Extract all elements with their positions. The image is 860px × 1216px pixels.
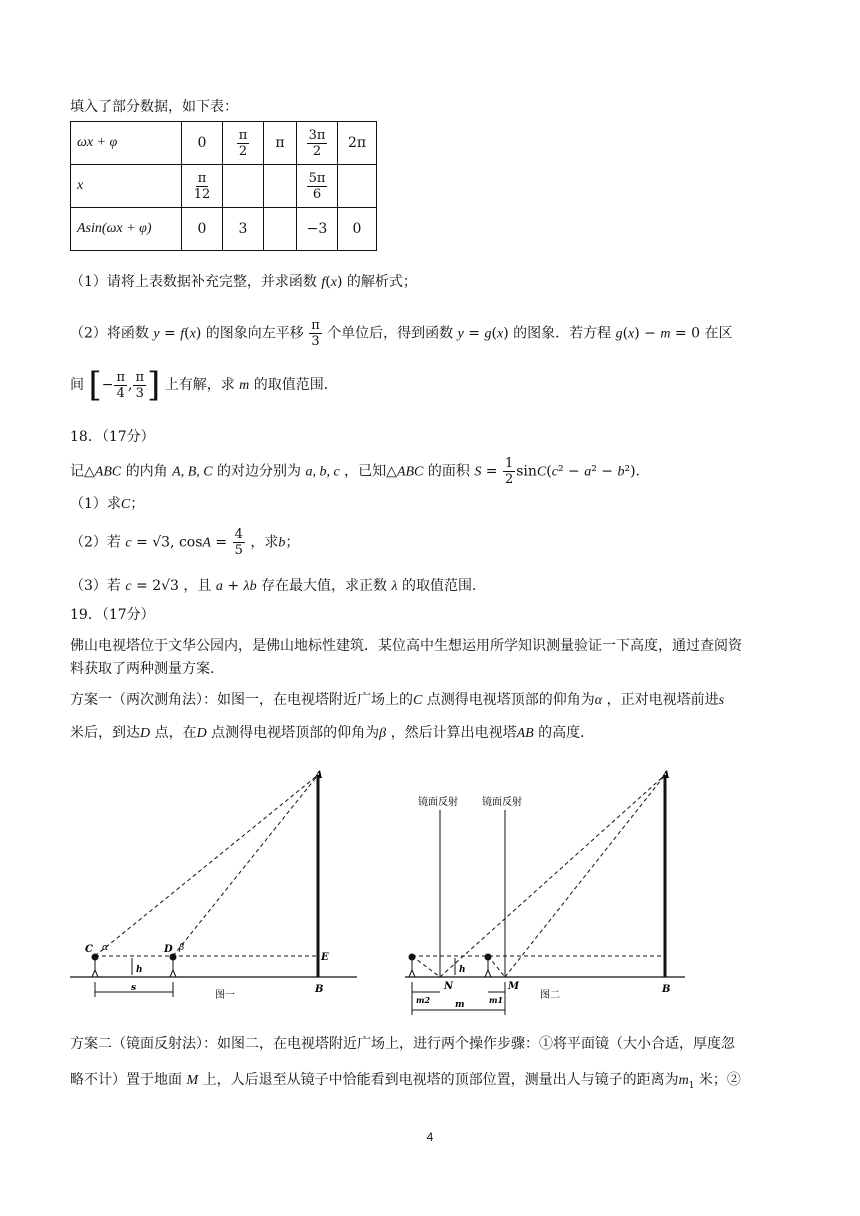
table-row	[71, 122, 377, 165]
label-h: h	[136, 965, 143, 975]
table-cell: π	[264, 122, 297, 165]
table-cell: −3	[297, 208, 338, 251]
text: （3）若	[70, 578, 121, 594]
figure-two-caption: 图二	[540, 990, 560, 1001]
table-row	[71, 165, 377, 208]
text: 的取值范围．	[253, 377, 338, 393]
table-cell	[223, 165, 264, 208]
intro-text: 填入了部分数据，如下表：	[70, 99, 238, 115]
q19-plan1-cont: 米后，到达D 点，在D 点测得电视塔顶部的仰角为β ，然后计算出电视塔AB 的高度．	[70, 725, 595, 741]
label-M: M	[508, 981, 520, 992]
text: 点测得电视塔顶部的仰角为	[211, 725, 380, 741]
label-alpha: α	[102, 943, 109, 953]
label-B: B	[315, 984, 324, 995]
table-cell: 0	[182, 122, 223, 165]
q17-part2-cont: 间 [ − $\frac{\pi}{4}$ , $\frac{\pi}{3}$ ] 上有解，求 m 的取值范围．	[70, 365, 338, 405]
text: 在区	[704, 325, 733, 342]
text: ，且	[183, 578, 212, 594]
q18-stem: 记△ABC 的内角 A, B, C 的对边分别为 a, b, c ，已知△ABC 的面积 S = $\frac{1}{2}$ sinC(c² − a² − b²).	[70, 456, 640, 487]
text: （1）求	[70, 496, 121, 512]
table-cell	[338, 165, 377, 208]
table-cell: 3	[223, 208, 264, 251]
text: 的高度．	[538, 725, 595, 741]
text: ，已知△	[344, 463, 397, 480]
label-beta: β	[179, 943, 185, 953]
label-D: D	[164, 944, 173, 955]
q19-line2: 料获取了两种测量方案．	[70, 661, 224, 677]
text: （2）若	[70, 534, 121, 551]
table-cell: 2π	[338, 122, 377, 165]
q18-part1: （1）求C；	[70, 496, 145, 512]
text: 方案一（两次测角法）：如图一，在电视塔附近广场上的	[70, 692, 413, 708]
label-s: s	[131, 983, 137, 993]
q19-heading: 19．（17分）	[70, 607, 155, 623]
text: 的取值范围．	[402, 578, 487, 594]
text: 米后，到达	[70, 725, 140, 741]
label-A: A	[662, 770, 670, 781]
q17-part2: （2）将函数 y = f(x) 的图象向左平移 $\frac{\pi}{3}$ 个单位后，得到函数 y = g(x) 的图象．若方程 g(x) − m = 0 在区	[70, 318, 733, 349]
label-N: N	[444, 981, 454, 992]
q19-line1: 佛山电视塔位于文华公园内，是佛山地标性建筑．某位高中生想运用所学知识测量验证一下高度，通过查阅资	[70, 638, 742, 654]
table-cell	[264, 165, 297, 208]
text: 的面积	[427, 463, 470, 480]
page-number: 4	[426, 1130, 434, 1144]
q17-part1: （1）请将上表数据补充完整，并求函数 f(x) 的解析式；	[70, 274, 417, 290]
label-A: A	[315, 770, 323, 781]
figure-one	[65, 760, 365, 1010]
table-row	[71, 208, 377, 251]
text: 个单位后，得到函数	[327, 325, 454, 342]
q19-plan1: 方案一（两次测角法）：如图一，在电视塔附近广场上的C 点测得电视塔顶部的仰角为α ，正对电视塔前进s	[70, 692, 725, 708]
text: 的图象向左平移	[205, 325, 304, 342]
table-cell: Asin(ωx + φ)	[71, 208, 182, 251]
label-h: h	[459, 965, 466, 975]
text: 记△	[70, 463, 95, 480]
figure-one-caption: 图一	[215, 990, 235, 1001]
mirror-label-2: 镜面反射	[482, 797, 522, 808]
q19-plan2: 方案二（镜面反射法）：如图二，在电视塔附近广场上，进行两个操作步骤：①将平面镜（大小合适，厚度忽	[70, 1036, 735, 1052]
text: 上有解，求	[164, 377, 235, 393]
table-cell: $\frac{\pi}{12}$	[182, 165, 223, 208]
text: 存在最大值，求正数	[261, 578, 388, 594]
figure-two	[400, 760, 700, 1020]
text: 点，在	[154, 725, 197, 741]
table-cell: $\frac{5\pi}{6}$	[297, 165, 338, 208]
text: 的内角	[125, 463, 168, 480]
table-cell: 0	[338, 208, 377, 251]
text: （1）请将上表数据补充完整，并求函数	[70, 274, 317, 290]
table-cell: $\frac{\pi}{2}$	[223, 122, 264, 165]
text: 的解析式；	[346, 274, 417, 290]
q19-plan2-cont: 略不计）置于地面 M 上，人后退至从镜子中恰能看到电视塔的顶部位置，测量出人与镜子的距离为$m_1$ 米；②	[70, 1072, 741, 1091]
table-cell: 0	[182, 208, 223, 251]
text: 米；②	[698, 1072, 741, 1088]
text: 点测得电视塔顶部的仰角为	[426, 692, 595, 708]
text: ，然后计算出电视塔	[390, 725, 517, 741]
q18-heading: 18．（17分）	[70, 429, 155, 445]
label-B: B	[662, 984, 671, 995]
label-m: m	[455, 1000, 465, 1010]
text: 的图象．若方程	[513, 325, 612, 342]
table-cell: ωx + φ	[71, 122, 182, 165]
label-m1: m1	[489, 995, 504, 1005]
label-m2: m2	[416, 995, 431, 1005]
label-E: E	[321, 952, 329, 963]
table-cell: $\frac{3\pi}{2}$	[297, 122, 338, 165]
text: 的对边分别为	[217, 463, 302, 480]
text: 间	[70, 377, 84, 393]
text: 略不计）置于地面	[70, 1072, 182, 1088]
label-C: C	[85, 944, 93, 955]
text: （2）将函数	[70, 325, 149, 342]
table-cell	[264, 208, 297, 251]
table-cell: x	[71, 165, 182, 208]
text: ，求	[250, 534, 279, 551]
q18-part2: （2）若 c = √3, cosA = $\frac{4}{5}$ ，求b；	[70, 527, 300, 558]
text: 上，人后退至从镜子中恰能看到电视塔的顶部位置，测量出人与镜子的距离为	[202, 1072, 679, 1088]
value-table	[70, 121, 377, 251]
text: ，正对电视塔前进	[606, 692, 719, 708]
mirror-label-1: 镜面反射	[418, 797, 458, 808]
q18-part3: （3）若 c = 2√3 ，且 a + λb 存在最大值，求正数 λ 的取值范围．	[70, 578, 487, 594]
